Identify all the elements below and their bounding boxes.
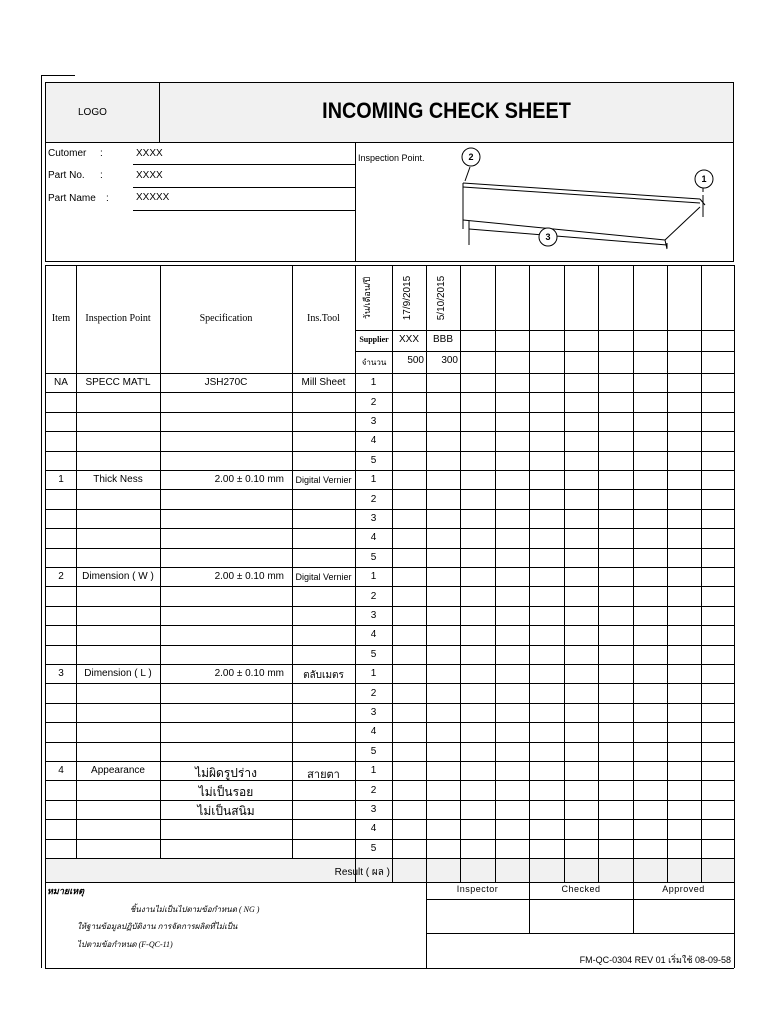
customer-colon: : bbox=[100, 148, 103, 159]
sample-number: 5 bbox=[370, 745, 377, 757]
group-1-point: Thick Ness bbox=[93, 474, 143, 485]
sample-number: 4 bbox=[370, 629, 377, 641]
callout-1: 1 bbox=[701, 174, 707, 184]
group-1-item: 1 bbox=[58, 474, 64, 485]
sample-number: 1 bbox=[370, 668, 377, 680]
sample-number: 4 bbox=[370, 435, 377, 447]
customer-label: Cutomer bbox=[48, 148, 87, 159]
part-no-colon: : bbox=[100, 170, 103, 181]
col-header-inspection-point: Inspection Point bbox=[85, 313, 151, 324]
column-line bbox=[460, 265, 461, 882]
sample-number: 4 bbox=[370, 726, 377, 738]
group-2-spec: 2.00 ± 0.10 mm bbox=[214, 571, 284, 582]
group-1-spec: 2.00 ± 0.10 mm bbox=[214, 474, 284, 485]
column-line bbox=[564, 265, 565, 882]
group-3-item: 3 bbox=[58, 668, 64, 679]
table-bottom-border bbox=[45, 968, 734, 969]
group-0-item: NA bbox=[54, 377, 68, 388]
column-line bbox=[701, 265, 702, 882]
logo-text: LOGO bbox=[78, 107, 107, 118]
remark-label: หมายเหตุ bbox=[47, 886, 85, 896]
result-label: Result ( ผล ) bbox=[334, 867, 390, 878]
sample-number: 4 bbox=[370, 532, 377, 544]
group-3-spec: 2.00 ± 0.10 mm bbox=[214, 668, 284, 679]
lot-2-qty: 300 bbox=[441, 355, 458, 366]
sample-number: 1 bbox=[370, 474, 377, 486]
sample-number: 5 bbox=[370, 454, 377, 466]
col-header-item: Item bbox=[51, 313, 71, 324]
sample-number: 2 bbox=[370, 493, 377, 505]
column-line bbox=[598, 265, 599, 882]
group-3-tool: ตลับเมตร bbox=[303, 670, 344, 681]
group-4-spec-2: ไม่เป็นรอย bbox=[198, 785, 254, 799]
sample-number: 3 bbox=[370, 512, 377, 524]
column-line bbox=[667, 265, 668, 882]
lot-1-supplier: XXX bbox=[398, 334, 419, 345]
part-name-colon: : bbox=[106, 193, 109, 204]
group-3-point: Dimension ( L ) bbox=[84, 668, 152, 679]
callout-3: 3 bbox=[545, 232, 551, 242]
sample-number: 2 bbox=[370, 784, 377, 796]
sample-number: 1 bbox=[370, 765, 377, 777]
result-bottom-line bbox=[45, 882, 734, 883]
group-0-tool: Mill Sheet bbox=[301, 377, 346, 388]
sample-number: 5 bbox=[370, 551, 377, 563]
sample-number: 3 bbox=[370, 706, 377, 718]
approved-signature-box[interactable] bbox=[633, 899, 734, 933]
sample-number: 2 bbox=[370, 590, 377, 602]
group-0-spec: JSH270C bbox=[204, 377, 248, 388]
qty-label: จำนวน bbox=[361, 358, 387, 367]
group-4-tool: สายตา bbox=[307, 769, 340, 781]
sample-number: 2 bbox=[370, 396, 377, 408]
group-4-point: Appearance bbox=[91, 765, 145, 776]
group-2-item: 2 bbox=[58, 571, 64, 582]
page-title: INCOMING CHECK SHEET bbox=[322, 98, 571, 123]
part-no-label: Part No. bbox=[48, 170, 85, 181]
lot-1-qty: 500 bbox=[407, 355, 424, 366]
sample-number: 3 bbox=[370, 803, 377, 815]
sample-number: 5 bbox=[370, 648, 377, 660]
column-line bbox=[529, 265, 530, 882]
inspection-point-label: Inspection Point. bbox=[358, 153, 425, 163]
sample-number: 4 bbox=[370, 823, 377, 835]
document-code: FM-QC-0304 REV 01 เริ่มใช้ 08-09-58 bbox=[579, 955, 731, 965]
column-line bbox=[495, 265, 496, 882]
col-header-specification: Specification bbox=[199, 313, 253, 324]
inspector-signature-box[interactable] bbox=[426, 899, 529, 933]
col-header-ins-tool: Ins.Tool bbox=[307, 313, 340, 324]
sample-number: 1 bbox=[370, 377, 377, 389]
group-2-point: Dimension ( W ) bbox=[82, 571, 154, 582]
lot-2-date: 5/10/2015 bbox=[436, 275, 447, 321]
group-1-tool: Digital Vernier bbox=[295, 475, 352, 485]
sample-number: 5 bbox=[370, 842, 377, 854]
approved-header: Approved bbox=[662, 884, 705, 894]
col-header-date: วัน/เดือน/ปี bbox=[362, 276, 372, 320]
group-2-tool: Digital Vernier bbox=[295, 572, 352, 582]
checked-header: Checked bbox=[561, 884, 601, 894]
sample-number: 3 bbox=[370, 415, 377, 427]
sample-number: 3 bbox=[370, 609, 377, 621]
sample-number: 1 bbox=[370, 571, 377, 583]
table-left-border bbox=[45, 265, 46, 968]
group-4-item: 4 bbox=[58, 765, 64, 776]
group-0-point: SPECC MAT'L bbox=[85, 377, 151, 388]
table-top-border bbox=[45, 265, 734, 266]
group-4-spec-3: ไม่เป็นสนิม bbox=[197, 804, 255, 818]
lot-2-supplier: BBB bbox=[432, 334, 453, 345]
part-name-value: XXXXX bbox=[136, 192, 170, 203]
remark-line-3: ไปตามข้อกำหนด (F-QC-11) bbox=[77, 940, 173, 949]
sample-number: 2 bbox=[370, 687, 377, 699]
table-right-border bbox=[734, 265, 735, 968]
part-no-value: XXXX bbox=[136, 170, 163, 181]
remark-line-1: ชิ้นงานไม่เป็นไปตามข้อกำหนด ( NG ) bbox=[130, 905, 260, 914]
table-row-line bbox=[45, 858, 734, 859]
footer-line bbox=[426, 933, 734, 934]
customer-value: XXXX bbox=[136, 148, 163, 159]
group-4-spec: ไม่ผิดรูปร่าง bbox=[195, 766, 257, 780]
inspector-header: Inspector bbox=[456, 884, 499, 894]
part-name-label: Part Name bbox=[48, 193, 96, 204]
remark-line-2: ให้ฐานข้อมูลปฏิบัติงาน การจัดการผลิตที่ไม่เป็น bbox=[77, 922, 238, 931]
column-line bbox=[633, 265, 634, 882]
callout-2: 2 bbox=[468, 152, 474, 162]
checked-signature-box[interactable] bbox=[529, 899, 633, 933]
qty-row-line bbox=[355, 351, 734, 352]
lot-1-date: 17/9/2015 bbox=[402, 275, 413, 321]
supplier-label: Supplier bbox=[359, 335, 389, 344]
